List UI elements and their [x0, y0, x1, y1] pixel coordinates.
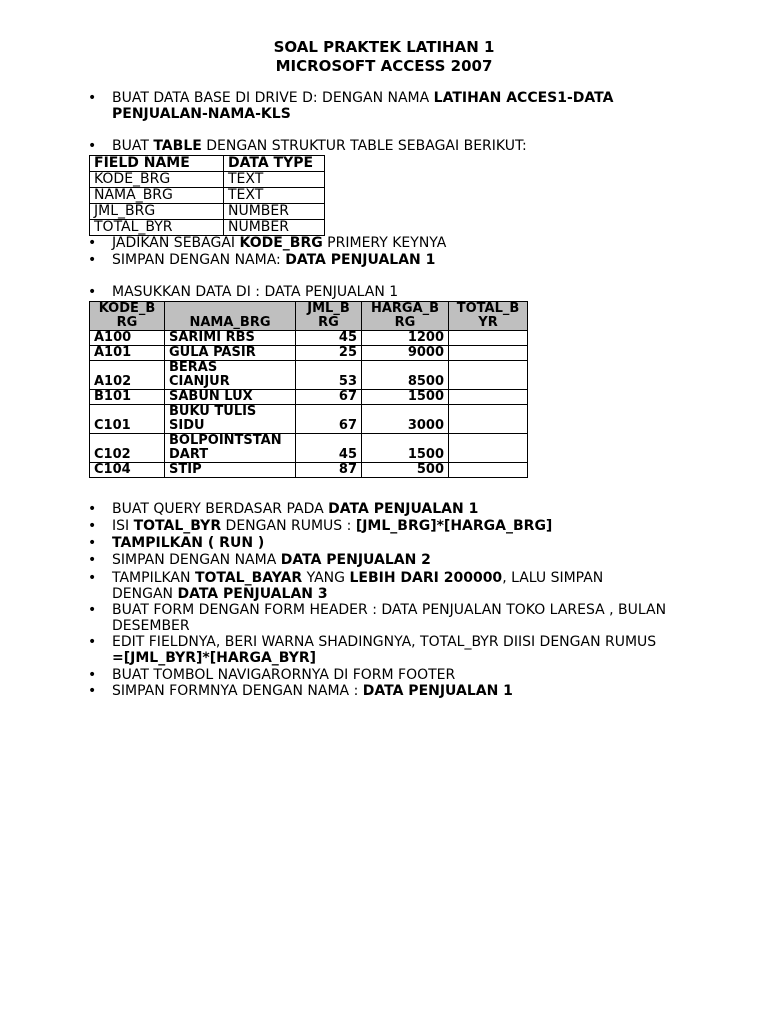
bullet-dot-icon: •	[88, 501, 97, 517]
document-page: SOAL PRAKTEK LATIHAN 1 MICROSOFT ACCESS 2007 • BUAT DATA BASE DI DRIVE D: DENGAN NAMA LATIHAN ACCES1-DATA PENJUALAN-NAMA-KLS • BUAT TABLE DENGAN STRUKTUR TABLE SEBAGAI BERIKUT: FIELD NAME DATA TYPE KODE_BRG TEXT NAMA_BRG TEXT JML_BRG NUMBER TOTAL_BYR NUMBER • JADIKAN SEBAGAI KODE_BRG PRIMERY KEYNYA • SIMPAN DENGAN NAMA: DATA PENJUALAN 1 • MASUKKAN DATA DI : DATA PENJUALAN 1 KODE_B RG NAMA_BRG JML_B RG HARGA_B RG TOTAL_B YR A100 SARIMI RBS 45 1200 A101 GULA PASIR 25 9000 A102 BERAS CIANJUR 53 8500 B101 SABUN LUX 67 1500 C101 BUKU TULIS SIDU 67 3000 C102 BOLPOINTSTAN DART 45 1500 C104 STIP 87 500 • BUAT QUERY BERDASAR PADA DATA PENJUALAN 1 • ISI TOTAL_BYR DENGAN RUMUS : [JML_BRG]*[HARGA_BRG] • TAMPILKAN ( RUN ) • SIMPAN DENGAN NAMA DATA PENJUALAN 2 • TAMPILKAN TOTAL_BAYAR YANG LEBIH DARI 200000, LALU SIMPAN DENGAN DATA PENJUALAN 3 • BUAT FORM DENGAN FORM HEADER : DATA PENJUALAN TOKO LARESA , BULAN DESEMBER • EDIT FIELDNYA, BERI WARNA SHADINGNYA, TOTAL_BYR DIISI DENGAN RUMUS =[JML_BYR]*[HARGA_BYR] • BUAT TOMBOL NAVIGARORNYA DI FORM FOOTER • SIMPAN FORMNYA DENGAN NAMA : DATA PENJUALAN 1	[0, 0, 768, 1024]
bullet-dot-icon: •	[88, 284, 97, 300]
bullet-dot-icon: •	[88, 683, 97, 699]
structure-table-header: FIELD NAME DATA TYPE	[90, 156, 325, 172]
bullet-dot-icon: •	[88, 90, 97, 106]
table-row: C101 BUKU TULIS SIDU 67 3000	[90, 405, 528, 434]
table-row: B101 SABUN LUX 67 1500	[90, 390, 528, 405]
structure-table	[89, 155, 325, 236]
sales-table-header: KODE_B RG NAMA_BRG JML_B RG HARGA_B RG TOTAL_B YR	[90, 302, 528, 331]
table-row: KODE_BRG TEXT	[90, 172, 325, 188]
page-subtitle: MICROSOFT ACCESS 2007	[275, 57, 493, 75]
table-row: C104 STIP 87 500	[90, 463, 528, 478]
table-row: A100 SARIMI RBS 45 1200	[90, 331, 528, 346]
table-row: NAMA_BRG TEXT	[90, 188, 325, 204]
bullet-dot-icon: •	[88, 570, 97, 586]
bullet-dot-icon: •	[88, 552, 97, 568]
sales-data-table	[89, 301, 528, 478]
table-row: C102 BOLPOINTSTAN DART 45 1500	[90, 434, 528, 463]
table-row: A102 BERAS CIANJUR 53 8500	[90, 361, 528, 390]
page-title: SOAL PRAKTEK LATIHAN 1	[273, 38, 495, 56]
table-row: JML_BRG NUMBER	[90, 204, 325, 220]
table-row: A101 GULA PASIR 25 9000	[90, 346, 528, 361]
bullet-dot-icon: •	[88, 634, 97, 650]
table-row: TOTAL_BYR NUMBER	[90, 220, 325, 236]
bullet-dot-icon: •	[88, 138, 97, 154]
bullet-dot-icon: •	[88, 235, 97, 251]
bullet-dot-icon: •	[88, 535, 97, 551]
bullet-dot-icon: •	[88, 602, 97, 618]
bullet-dot-icon: •	[88, 252, 97, 268]
bullet-dot-icon: •	[88, 667, 97, 683]
bullet-dot-icon: •	[88, 518, 97, 534]
